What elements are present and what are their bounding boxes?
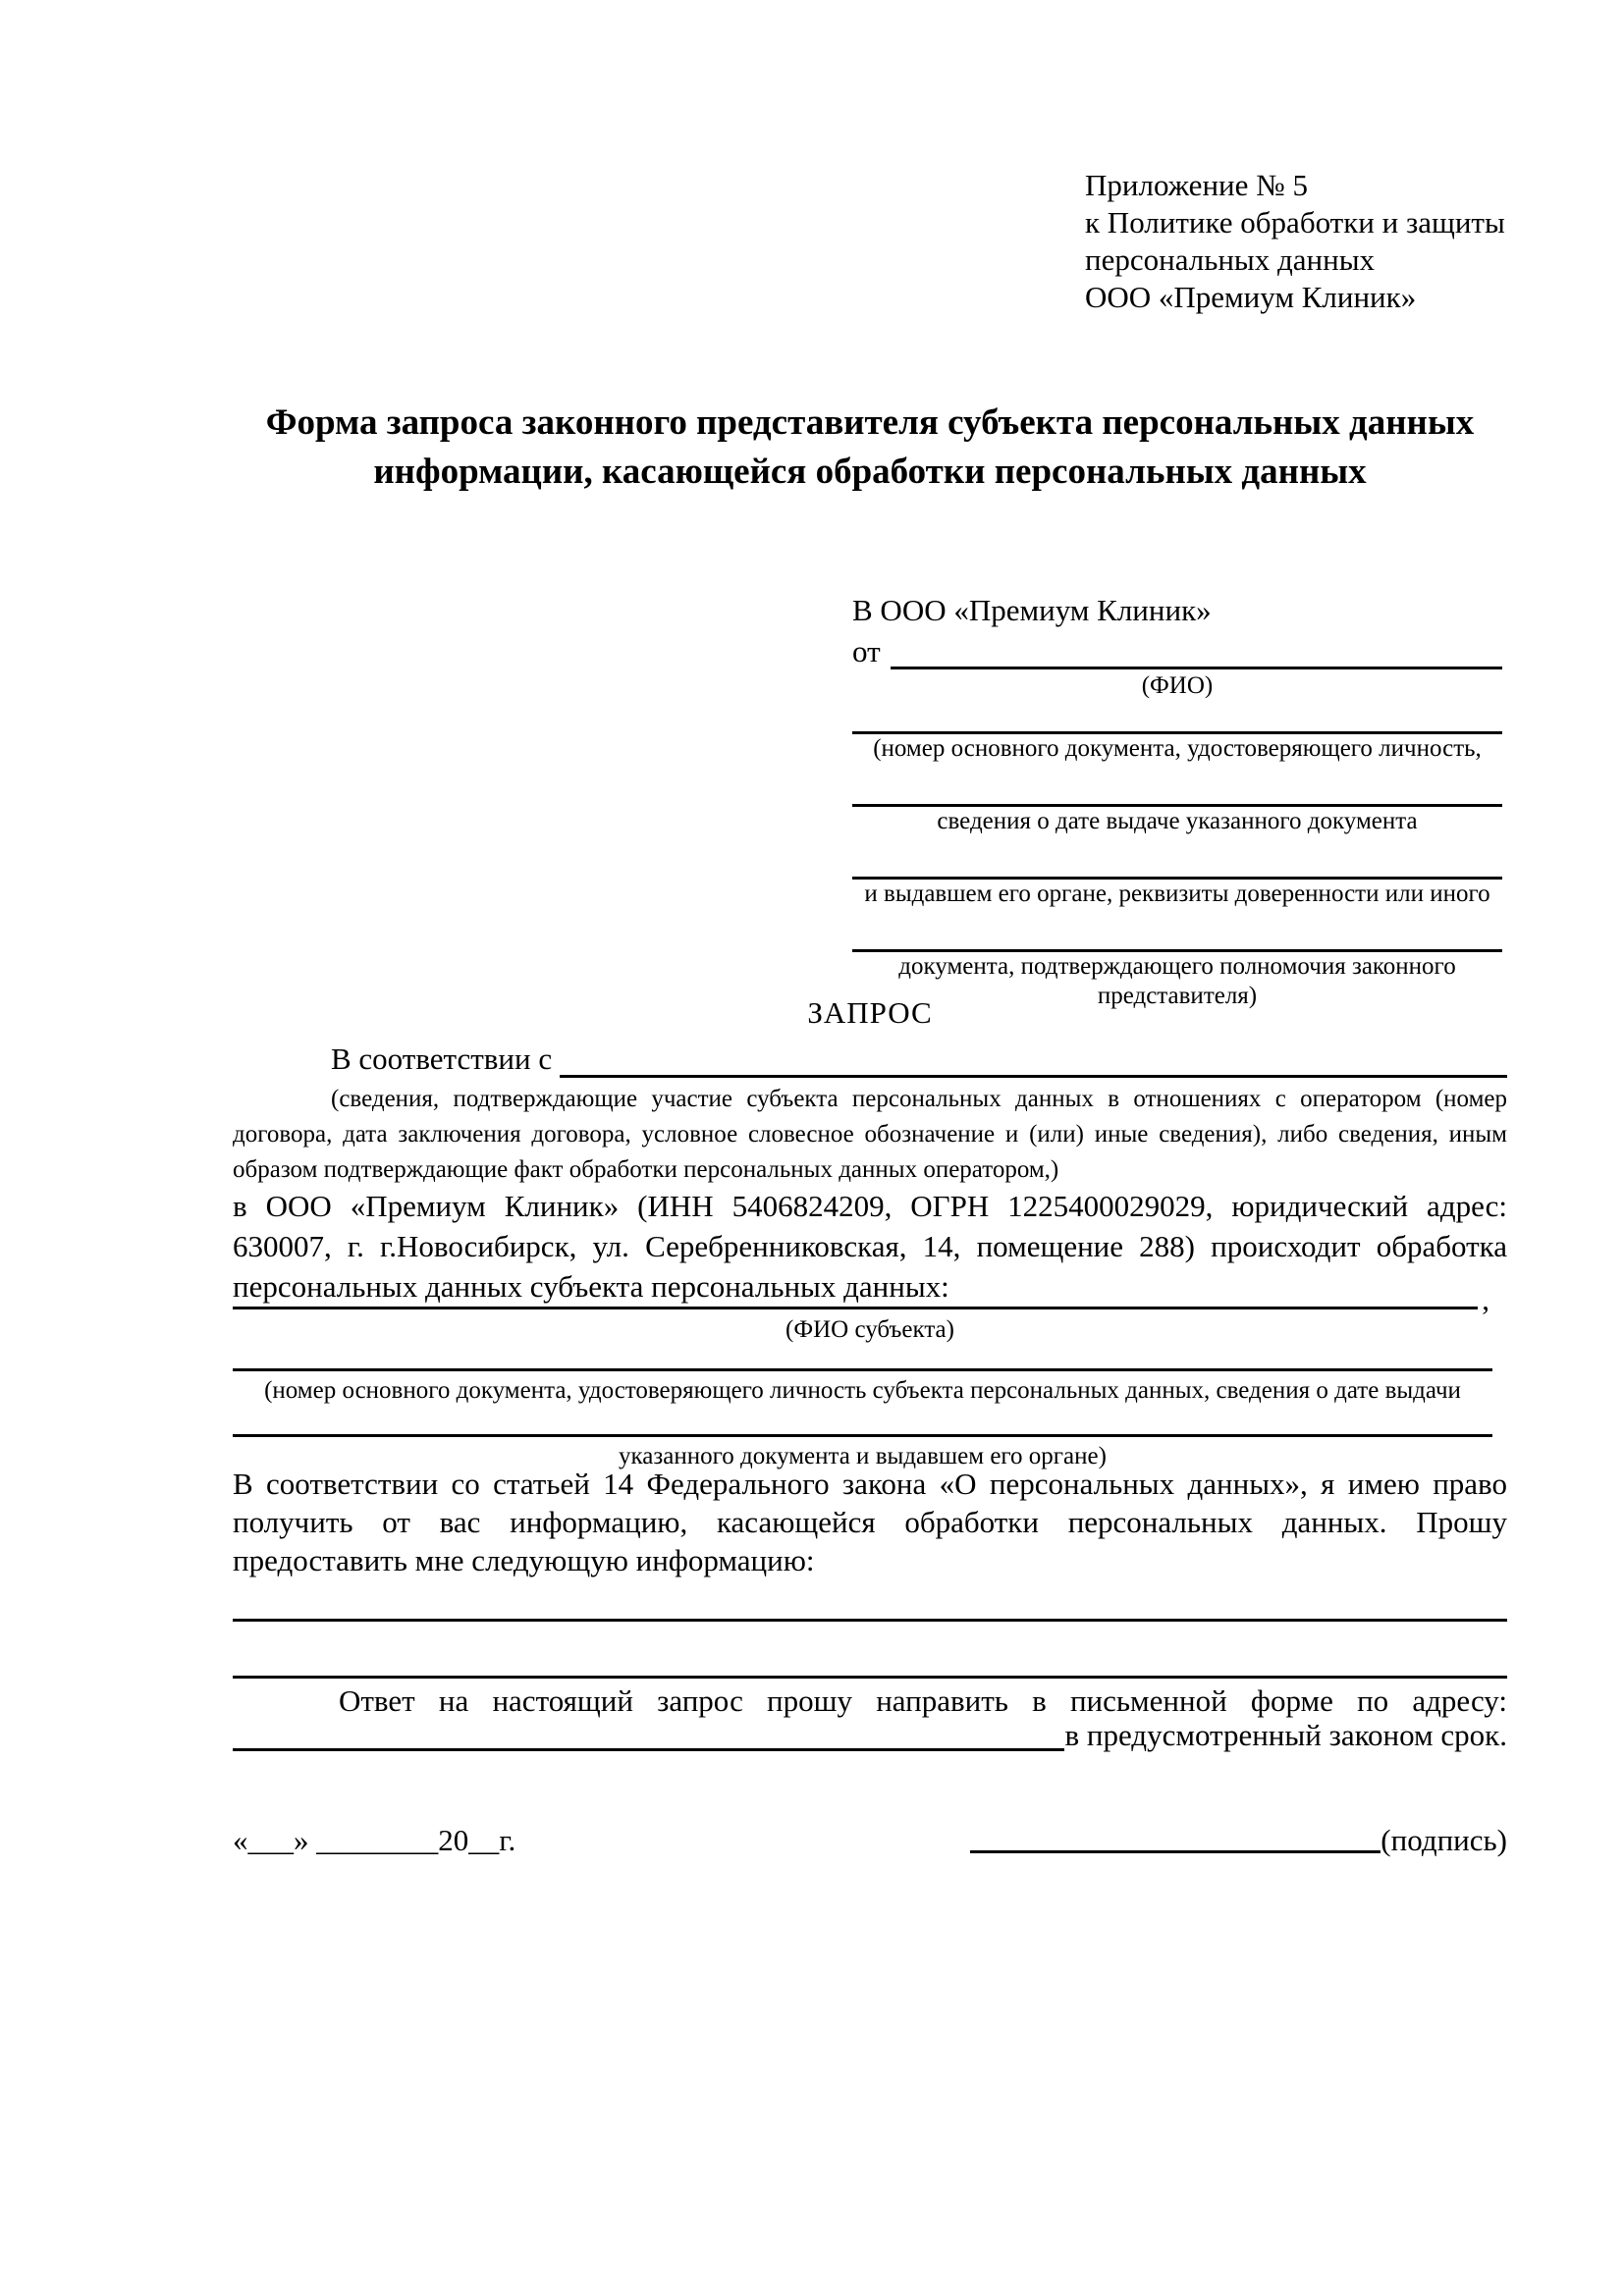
subject-fio-row <box>233 1282 1489 1316</box>
header-note-line: ООО «Премиум Клиник» <box>1085 280 1417 314</box>
representative-doc-field <box>852 877 1502 909</box>
answer-tail: в предусмотренный законом срок. <box>1064 1718 1507 1752</box>
footer-row <box>233 1822 1507 1859</box>
answer-address-row <box>233 1720 1507 1751</box>
page-title-line: Форма запроса законного представителя субъекта персональных данных <box>265 402 1475 443</box>
intro-label: В соответствии с <box>331 1041 553 1076</box>
subject-fio-fill-line <box>233 1307 1478 1309</box>
header-note-line: персональных данных <box>1085 242 1376 277</box>
subject-doc-fill-line <box>233 1368 1492 1371</box>
intro-caption: (сведения, подтверждающие участие субъекта персональных данных в отношениях с оператором (номер договора, дата заключения договора, условное словесное обозначение и (или) иные сведения), либо сведения, иным образом подтверждающие факт обработки персональных данных оператором,) <box>233 1086 1507 1183</box>
field-caption: (номер основного документа, удостоверяющего личность, <box>873 735 1482 762</box>
operator-paragraph: в ООО «Премиум Клиник» (ИНН 5406824209, ОГРН 1225400029029, юридический адрес: 630007, г. г.Новосибирск, ул. Серебренниковская, 14, помещение 288) происходит обработка персональных данных субъекта персональных данных: <box>233 1189 1507 1304</box>
page-title-line: информации, касающейся обработки персональных данных <box>373 452 1367 492</box>
field-caption: сведения о дате выдаче указанного документа <box>937 808 1418 834</box>
information-fill-line <box>233 1619 1507 1622</box>
request-heading: ЗАПРОС <box>807 995 933 1030</box>
law-paragraph: В соответствии со статьей 14 Федерального закона «О персональных данных», я имею право получить от вас информацию, касающейся обработки персональных данных. Прошу предоставить мне следующую информацию: <box>233 1467 1507 1577</box>
from-row <box>852 634 1502 669</box>
date-line: «___» ________20__г. <box>233 1823 516 1857</box>
fio-caption: (ФИО) <box>1141 672 1214 699</box>
header-note-line: к Политике обработки и защиты <box>1085 205 1505 240</box>
signature-group <box>970 1822 1507 1859</box>
field-caption: документа, подтверждающего полномочия законного представителя) <box>898 953 1456 1009</box>
subject-fio-caption: (ФИО субъекта) <box>785 1316 954 1343</box>
from-label: от <box>852 634 881 668</box>
information-fill-line <box>233 1676 1507 1679</box>
addressee-block <box>852 593 1502 1011</box>
from-fill-line <box>891 634 1502 669</box>
subject-fio-comma: , <box>1482 1282 1489 1316</box>
subject-doc-caption: (номер основного документа, удостоверяющего личность субъекта персональных данных, сведения о дате выдачи <box>264 1377 1461 1404</box>
page-title <box>233 399 1507 497</box>
subject-doc-caption: указанного документа и выдавшем его органе) <box>619 1443 1107 1469</box>
subject-doc-fill-line <box>233 1434 1492 1437</box>
signature-fill-line <box>970 1850 1380 1853</box>
addressee-to: В ООО «Премиум Клиник» <box>852 593 1212 627</box>
header-note-line: Приложение № 5 <box>1085 168 1308 202</box>
address-fill-line <box>233 1748 1064 1751</box>
intro-row <box>233 1041 1507 1078</box>
answer-paragraph: Ответ на настоящий запрос прошу направить в письменной форме по адресу: <box>339 1683 1507 1718</box>
field-caption: и выдавшем его органе, реквизиты доверенности или иного <box>864 881 1490 907</box>
intro-fill-line <box>560 1041 1507 1078</box>
signature-caption: (подпись) <box>1380 1823 1507 1857</box>
representative-doc-field <box>852 731 1502 764</box>
header-note <box>1085 167 1537 316</box>
representative-doc-field <box>852 804 1502 836</box>
